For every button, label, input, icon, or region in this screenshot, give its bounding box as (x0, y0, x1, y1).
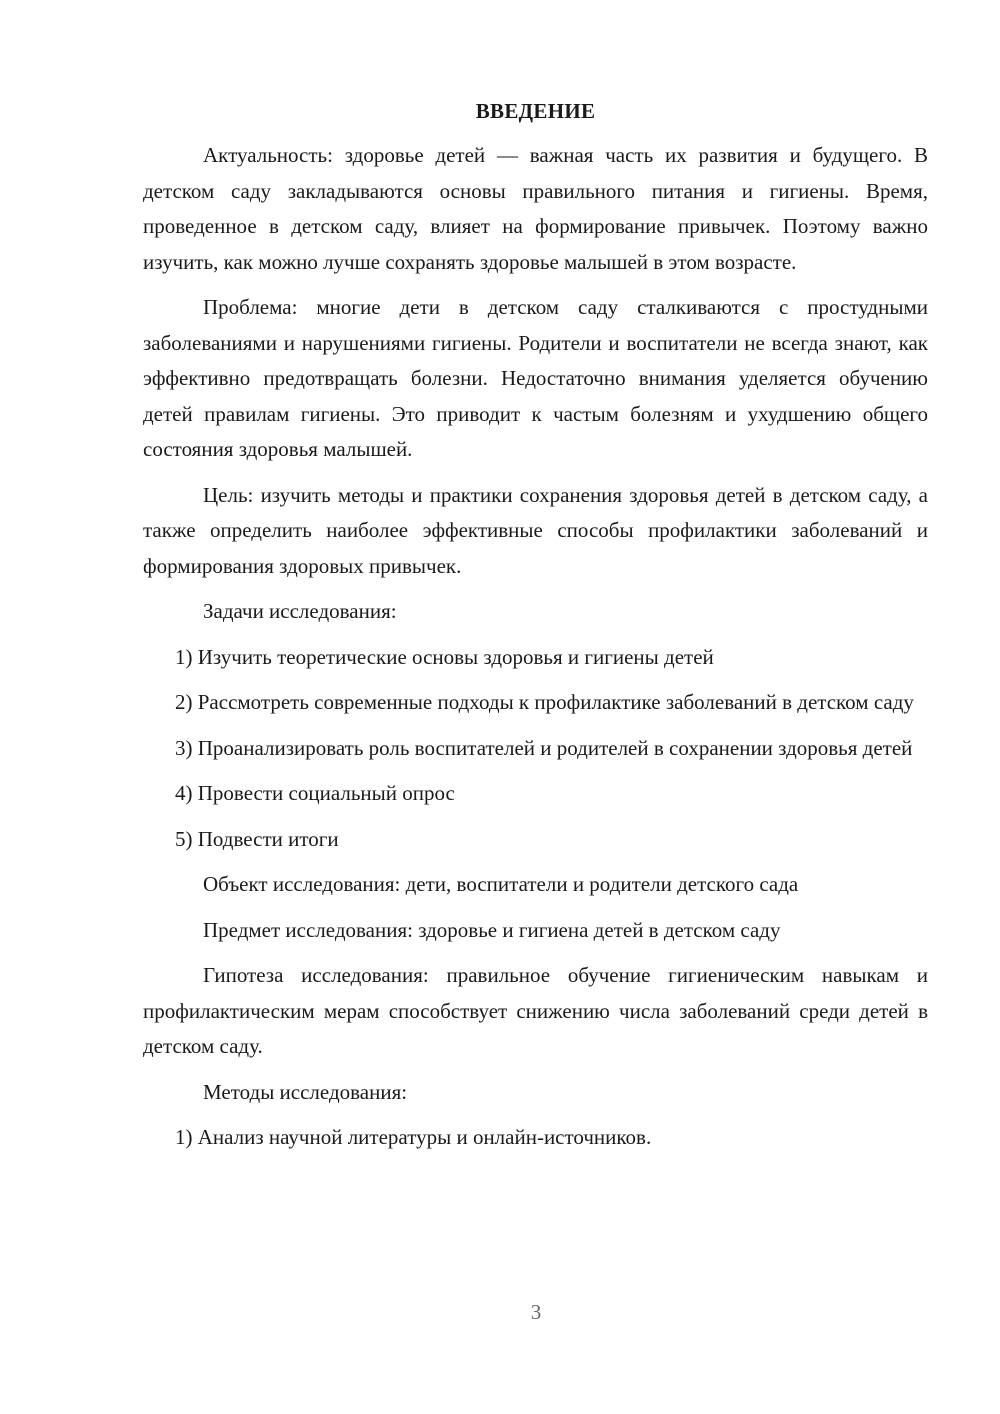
task-item: 2) Рассмотреть современные подходы к профилактике заболеваний в детском саду (175, 690, 914, 714)
hypothesis-paragraph: Гипотеза исследования: правильное обучение гигиеническим навыкам и профилактическим мерам способствует снижению числа заболеваний среди детей в детском саду. (143, 963, 928, 1058)
document-page (143, 96, 928, 1156)
task-item: 1) Изучить теоретические основы здоровья и гигиены детей (175, 644, 714, 669)
task-item: 5) Подвести итоги (175, 826, 339, 851)
relevance-paragraph: Актуальность: здоровье детей — важная часть их развития и будущего. В детском саду закладываются основы правильного питания и гигиены. Время, проведенное в детском саду, влияет на формирование привычек. Поэтому важно изучить, как можно лучше сохранять здоровье малышей в этом возрасте. (143, 143, 928, 274)
subject-line: Предмет исследования: здоровье и гигиена детей в детском саду (203, 917, 781, 942)
page-number: 3 (530, 1300, 542, 1324)
tasks-heading: Задачи исследования: (203, 599, 397, 623)
goal-paragraph: Цель: изучить методы и практики сохранения здоровья детей в детском саду, а также определить наиболее эффективные способы профилактики заболеваний и формирования здоровых привычек. (143, 482, 928, 578)
task-item: 4) Провести социальный опрос (175, 781, 455, 805)
object-line: Объект исследования: дети, воспитатели и родители детского сада (203, 872, 799, 896)
methods-heading: Методы исследования: (203, 1079, 408, 1104)
task-item: 3) Проанализировать роль воспитателей и родителей в сохранении здоровья детей (175, 735, 913, 760)
section-title: ВВЕДЕНИЕ (475, 99, 596, 123)
problem-paragraph: Проблема: многие дети в детском саду сталкиваются с простудными заболеваниями и нарушениями гигиены. Родители и воспитатели не всегда знают, как эффективно предотвращать болезни. Недостаточно внимания уделяется обучению детей правилам гигиены. Это приводит к частым болезням и ухудшению общего состояния здоровья малышей. (143, 295, 928, 461)
method-item: 1) Анализ научной литературы и онлайн-источников. (175, 1125, 652, 1149)
